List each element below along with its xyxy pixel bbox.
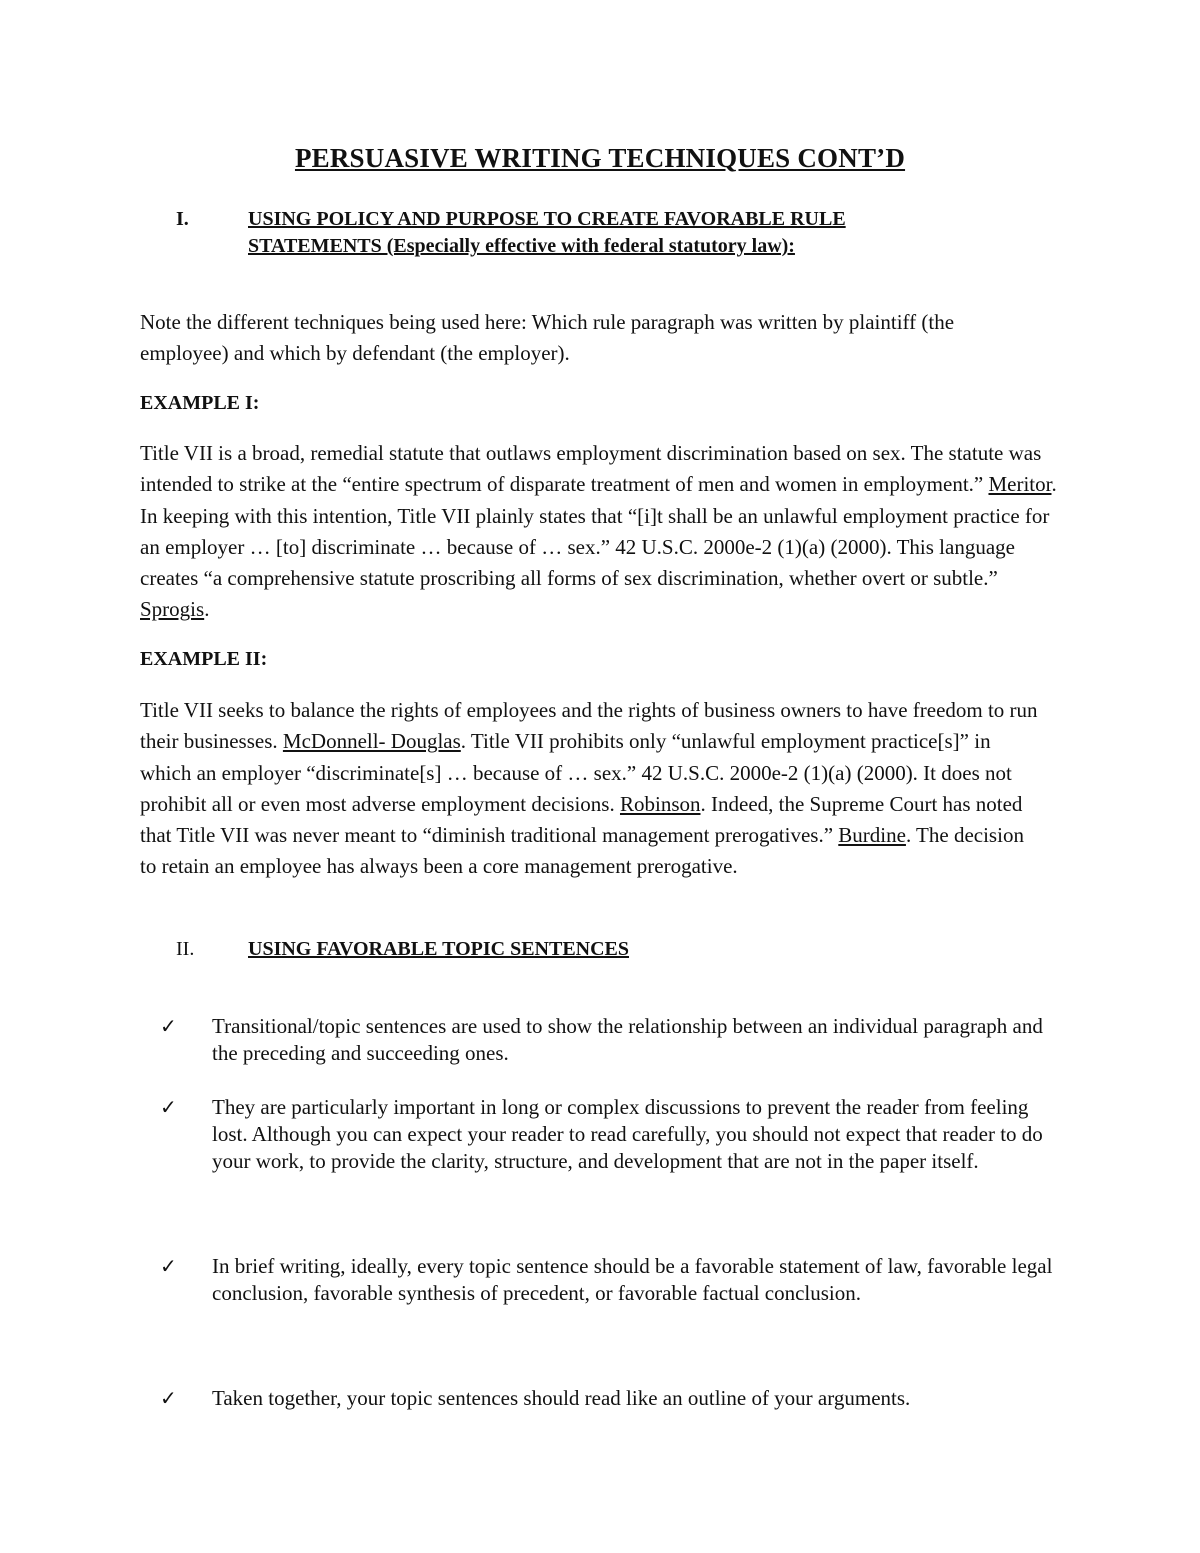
example-1-text-c: . (204, 597, 210, 622)
section-number-1: I. (176, 208, 189, 230)
section-heading-1-text (248, 206, 948, 260)
section-heading-2 (176, 936, 876, 966)
example-1-paragraph (140, 438, 1070, 626)
example-1-text-b: . In keeping with this intention, Title VII plainly states that “[i]t shall be an unlawful employment practice for an employer … [to] discriminate … because of … sex.” 42 U.S.C. 2000e-2 (1)(a) (2000). This language creates “a comprehensive statute proscribing all forms of sex discrimination, whether overt or subtle.” (140, 472, 1057, 591)
example-1-text-a: Title VII is a broad, remedial statute that outlaws employment discrimination based on sex. The statute was intended to strike at the “entire spectrum of disparate treatment of men and women in employment.” (140, 441, 1042, 497)
section-heading-1 (176, 206, 976, 266)
citation-sprogis: Sprogis (140, 597, 205, 622)
bullet-text-3: In brief writing, ideally, every topic sentence should be a favorable statement of law, favorable legal conclusion, favorable synthesis of precedent, or favorable factual conclusion. (212, 1254, 1053, 1305)
example-2-paragraph (140, 695, 1040, 883)
example-2-text-b: . Title VII prohibits only “unlawful employment practice[s]” in which an employer “discriminate[s] … because of … sex.” 42 U.S.C. 2000e-2 (1)(a) (2000). It does not prohibit all or even most adverse employment decisions. (140, 729, 1012, 816)
citation-meritor: Meritor (988, 472, 1052, 497)
bullet-text-2: They are particularly important in long or complex discussions to prevent the reader from feeling lost. Although you can expect your reader to read carefully, you should not expect that reader to do your work, to provide the clarity, structure, and development that are not in the paper itself. (212, 1095, 1043, 1173)
bullet-text-4: Taken together, your topic sentences should read like an outline of your arguments. (212, 1386, 911, 1410)
section-heading-1-line2: STATEMENTS (Especially effective with federal statutory law): (248, 235, 795, 257)
checkmark-icon: ✓ (160, 1386, 177, 1410)
citation-burdine: Burdine (838, 823, 906, 848)
bullet-text-1: Transitional/topic sentences are used to show the relationship between an individual paragraph and the preceding and succeeding ones. (212, 1014, 1043, 1065)
example-2-text-a: Title VII seeks to balance the rights of employees and the rights of business owners to have freedom to run their businesses. (140, 698, 1038, 754)
checkmark-icon: ✓ (160, 1254, 177, 1278)
example-2-text-d: . The decision to retain an employee has always been a core management prerogative. (140, 823, 1024, 879)
checkmark-icon: ✓ (160, 1095, 177, 1119)
example-2-label: EXAMPLE II: (140, 648, 268, 670)
intro-paragraph: Note the different techniques being used here: Which rule paragraph was written by plaintiff (the employee) and which by defendant (the employer). (140, 310, 955, 366)
example-2-text-c: . Indeed, the Supreme Court has noted that Title VII was never meant to “diminish traditional management prerogatives.” (140, 791, 1023, 848)
checkmark-icon: ✓ (160, 1014, 177, 1038)
example-1-label: EXAMPLE I: (140, 392, 260, 414)
section-heading-1-line1: USING POLICY AND PURPOSE TO CREATE FAVORABLE RULE (248, 208, 846, 230)
citation-robinson: Robinson (619, 791, 701, 816)
page-title: PERSUASIVE WRITING TECHNIQUES CONT’D (294, 143, 906, 173)
citation-mcdonnell-douglas: McDonnell- Douglas (282, 729, 461, 754)
section-heading-2-text: USING FAVORABLE TOPIC SENTENCES (248, 938, 630, 960)
section-number-2: II. (176, 938, 195, 960)
